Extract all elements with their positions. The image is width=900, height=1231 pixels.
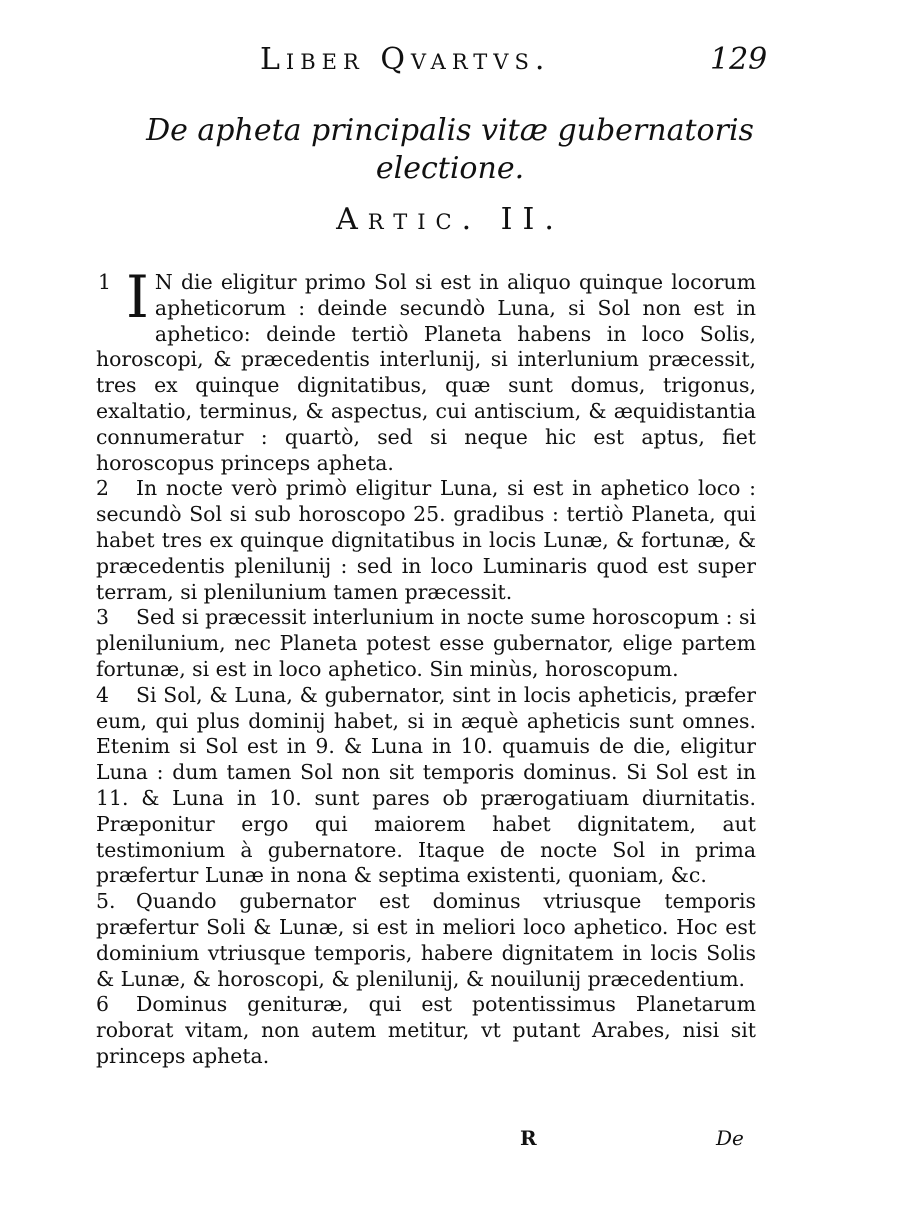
paragraph-4: [96, 683, 756, 889]
paragraph-number: 1: [98, 270, 111, 294]
paragraph-3: [96, 605, 756, 682]
paragraph-number: 3: [96, 605, 109, 630]
paragraph-number: 4: [96, 682, 109, 707]
paragraph-text: Dominus genituræ, qui est potentissimus Planetarum roborat vitam, non autem metitur, vt putant Arabes, nisi sit princeps apheta.: [96, 992, 756, 1068]
book-title: Liber Qvartvs.: [260, 42, 551, 77]
page-number: 129: [710, 42, 768, 77]
chapter-title: De apheta principalis vitæ gubernatoris electione.: [146, 113, 754, 186]
paragraph-text: N die eligitur primo Sol si est in aliquo quinque locorum apheticorum : deinde secundò Luna, si Sol non est in aphetico: deinde tertiò Planeta habens in loco Solis, horoscopi, & præcedentis interlunij, si interlunium præcessit, tres ex quinque dignitatibus, quæ sunt domus, trigonus, exaltatio, terminus, & aspectus, cui antiscium, & æquidistantia connumeratur : quartò, sed si neque hic est aptus, fiet horoscopus princeps apheta.: [96, 270, 756, 475]
paragraph-text: Sed si præcessit interlunium in nocte sume horoscopum : si plenilunium, nec Planeta potest esse gubernator, elige partem fortunæ, si est in loco aphetico. Sin minùs, horoscopum.: [96, 605, 756, 681]
paragraph-1: [96, 263, 756, 476]
paragraph-text: Si Sol, & Luna, & gubernator, sint in locis apheticis, præfer eum, qui plus dominij habet, si in æquè apheticis sunt omnes. Etenim si Sol est in 9. & Luna in 10. quamuis de die, eligitur Luna : dum tamen Sol non sit temporis dominus. Si Sol est in 11. & Luna in 10. sunt pares ob prærogatiuam diurnitatis. Præponitur ergo qui maiorem habet dignitatem, aut testimonium à gubernatore. Itaque de nocte Sol in prima præfertur Lunæ in nona & septima existenti, quoniam, &c.: [96, 682, 756, 888]
signature-mark: R: [520, 1126, 537, 1150]
paragraph-5: [96, 889, 756, 992]
paragraph-text: In nocte verò primò eligitur Luna, si est in aphetico loco : secundò Sol si sub horoscopo 25. gradibus : tertiò Planeta, qui habet tres ex quinque dignitatibus in locis Lunæ, & fortunæ, & præcedentis plenilunij : sed in loco Luminaris quod est super terram, si plenilunium tamen præcessit.: [96, 476, 756, 604]
paragraph-2: [96, 476, 756, 605]
paragraph-number: 5.: [96, 889, 116, 914]
drop-cap-initial: I: [126, 263, 149, 331]
paragraph-text: Quando gubernator est dominus vtriusque temporis præfertur Soli & Lunæ, si est in meliori loco aphetico. Hoc est dominium vtriusque temporis, habere dignitatem in locis Solis & Lunæ, & horoscopi, & plenilunij, & nouilunij præcedentium.: [96, 889, 756, 991]
catchword: De: [716, 1126, 744, 1150]
paragraph-number: 2: [96, 476, 109, 501]
paragraph-6: [96, 992, 756, 1069]
running-head: [0, 42, 900, 82]
body-text: [96, 263, 756, 1070]
paragraph-number: 6: [96, 992, 109, 1017]
article-heading: Artic. II.: [336, 202, 564, 237]
page-footer: [0, 1126, 900, 1156]
